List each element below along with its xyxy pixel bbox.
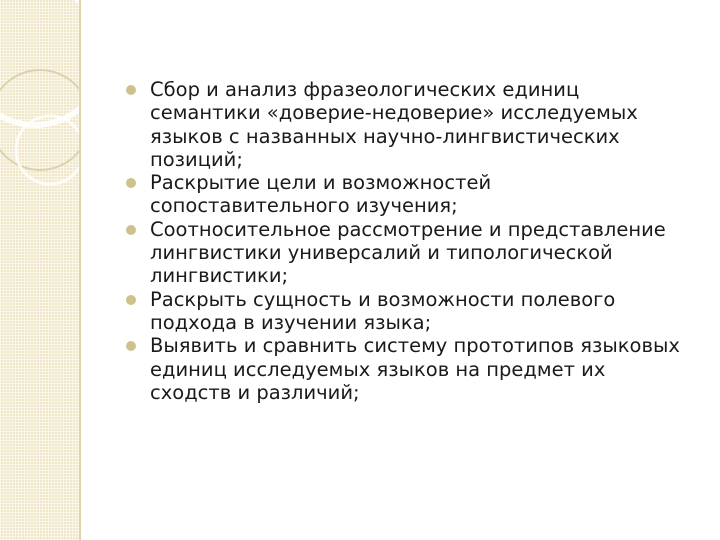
- bullet-dot-icon: [126, 85, 136, 95]
- list-item: [124, 334, 684, 404]
- sidebar-divider: [79, 0, 81, 540]
- list-item-text: Соотносительное рассмотрение и представление лингвистики универсалий и типологической лингвистики;: [150, 217, 666, 288]
- bullet-dot-icon: [126, 225, 136, 235]
- bullet-dot-icon: [126, 295, 136, 305]
- list-item: [124, 78, 684, 171]
- list-item-text: Выявить и сравнить систему прототипов языковых единиц исследуемых языков на предмет их сходств и различий;: [150, 334, 680, 404]
- list-item-text: Раскрытие цели и возможностей сопоставительного изучения;: [150, 171, 492, 218]
- bullet-list: [124, 78, 684, 404]
- bullet-dot-icon: [126, 341, 136, 351]
- list-item-text: Сбор и анализ фразеологических единиц семантики «доверие-недоверие» исследуемых языков с названных научно-лингвистических позиций;: [150, 78, 638, 171]
- slide-content: [124, 78, 684, 404]
- list-item: [124, 218, 684, 288]
- list-item: [124, 288, 684, 335]
- decorative-sidebar: [0, 0, 79, 540]
- bullet-dot-icon: [126, 178, 136, 188]
- list-item: [124, 171, 684, 218]
- decorative-circles-icon: [0, 0, 79, 220]
- list-item-text: Раскрыть сущность и возможности полевого подхода в изучении языка;: [150, 287, 616, 334]
